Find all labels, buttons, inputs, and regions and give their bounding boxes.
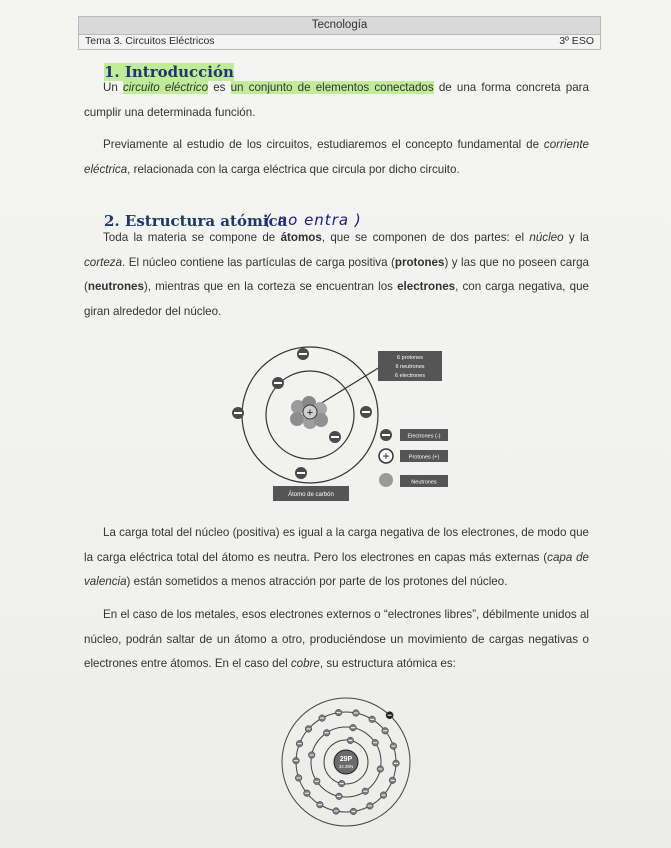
copper-electron-sign	[354, 713, 358, 714]
copper-electron-sign	[337, 712, 341, 713]
copper-electron-sign	[370, 719, 374, 720]
legend-electron-label: Electrones (-)	[407, 433, 441, 440]
copper-electron-sign	[351, 727, 355, 728]
copper-electron-sign	[307, 728, 311, 729]
copper-electron-sign	[363, 791, 367, 792]
carbon-atom-figure	[225, 345, 455, 505]
copper-electron-sign	[348, 740, 352, 741]
copper-electron-sign	[310, 755, 314, 756]
nucleus	[290, 396, 328, 429]
header-subject: Tecnología	[78, 16, 601, 35]
term-conjunto: un conjunto de elementos conectados	[230, 81, 434, 94]
box-line-neutrons: 6 neutrones	[395, 364, 425, 370]
copper-electron-sign	[305, 793, 309, 794]
legend-proton-label: Protones (+)	[408, 454, 440, 461]
section-1-title: 1. Introducción	[104, 63, 234, 81]
atomic-paragraph-1: Toda la materia se compone de átomos, que se componen de dos partes: el núcleo y la corteza. El núcleo contiene las partículas de carga positiva (protones) y las que no poseen carga (neutrones), mientras que en la corteza se encuentran los electrones, con carga negativa, que giran alrededor del núcleo.	[84, 231, 590, 318]
box-line-electrons: 6 electrones	[395, 373, 425, 379]
header-topic: Tema 3. Circuitos Eléctricos	[85, 35, 215, 47]
copper-electron-sign	[315, 781, 319, 782]
copper-atom-figure	[280, 692, 415, 832]
box-line-protons: 6 protones	[397, 355, 423, 361]
section-2-title: 2. Estructura atómica	[104, 212, 288, 230]
copper-electron-sign	[340, 783, 344, 784]
svg-text:+: +	[382, 449, 390, 463]
copper-electron-sign	[383, 730, 387, 731]
copper-electron-sign	[320, 718, 324, 719]
copper-electron-sign	[297, 777, 301, 778]
copper-electron-sign	[391, 780, 395, 781]
copper-electron-sign	[318, 804, 322, 805]
legend-neutron-icon	[379, 473, 393, 487]
svg-text:+: +	[306, 407, 314, 419]
copper-electron-sign	[298, 743, 302, 744]
copper-electron-sign	[294, 760, 298, 761]
copper-electron-sign	[325, 732, 329, 733]
copper-electron-sign	[378, 769, 382, 770]
intro-paragraph-1: Un circuito eléctrico es un conjunto de elementos conectados de una forma concreta para cumplir una determinada función.	[84, 81, 589, 119]
copper-electron-sign	[388, 715, 392, 716]
copper-electron-sign	[391, 746, 395, 747]
electron-icons	[232, 348, 372, 479]
copper-nucleus-line2: 34.30N	[338, 764, 354, 769]
atomic-paragraph-3: En el caso de los metales, esos electrones externos o “electrones libres”, débilmente unidos al núcleo, podrán saltar de un átomo a otro, produciéndose un movimiento de cargas negativas o electrones entre átomos. En el caso del cobre, su estructura atómica es:	[84, 608, 589, 670]
legend-neutron-label: Neutrones	[411, 479, 437, 486]
term-corriente: corriente eléctrica	[84, 138, 589, 176]
copper-electron-sign	[334, 811, 338, 812]
copper-nucleus-line1: 29P	[339, 756, 353, 763]
copper-electron-sign	[337, 796, 341, 797]
header-row	[78, 33, 601, 50]
copper-electron-sign	[373, 742, 377, 743]
copper-electron-sign	[382, 795, 386, 796]
handwritten-note: ( no entra )	[265, 211, 362, 229]
header-level: 3º ESO	[559, 35, 594, 47]
copper-electron-sign	[368, 805, 372, 806]
intro-paragraph-2: Previamente al estudio de los circuitos, estudiaremos el concepto fundamental de corriente eléctrica, relacionada con la carga eléctrica que circula por dicho circuito.	[84, 138, 589, 176]
atomic-paragraph-2: La carga total del núcleo (positiva) es igual a la carga negativa de los electrones, de modo que la carga eléctrica total del átomo es neutra. Pero los electrones en capas más externas (capa de valencia) están sometidos a menos atracción por parte de los protones del núcleo.	[84, 526, 590, 588]
copper-electron-sign	[351, 811, 355, 812]
term-circuito-electrico: circuito eléctrico	[122, 81, 209, 94]
carbon-caption: Átomo de carbón	[288, 492, 334, 498]
copper-electron-sign	[394, 763, 398, 764]
